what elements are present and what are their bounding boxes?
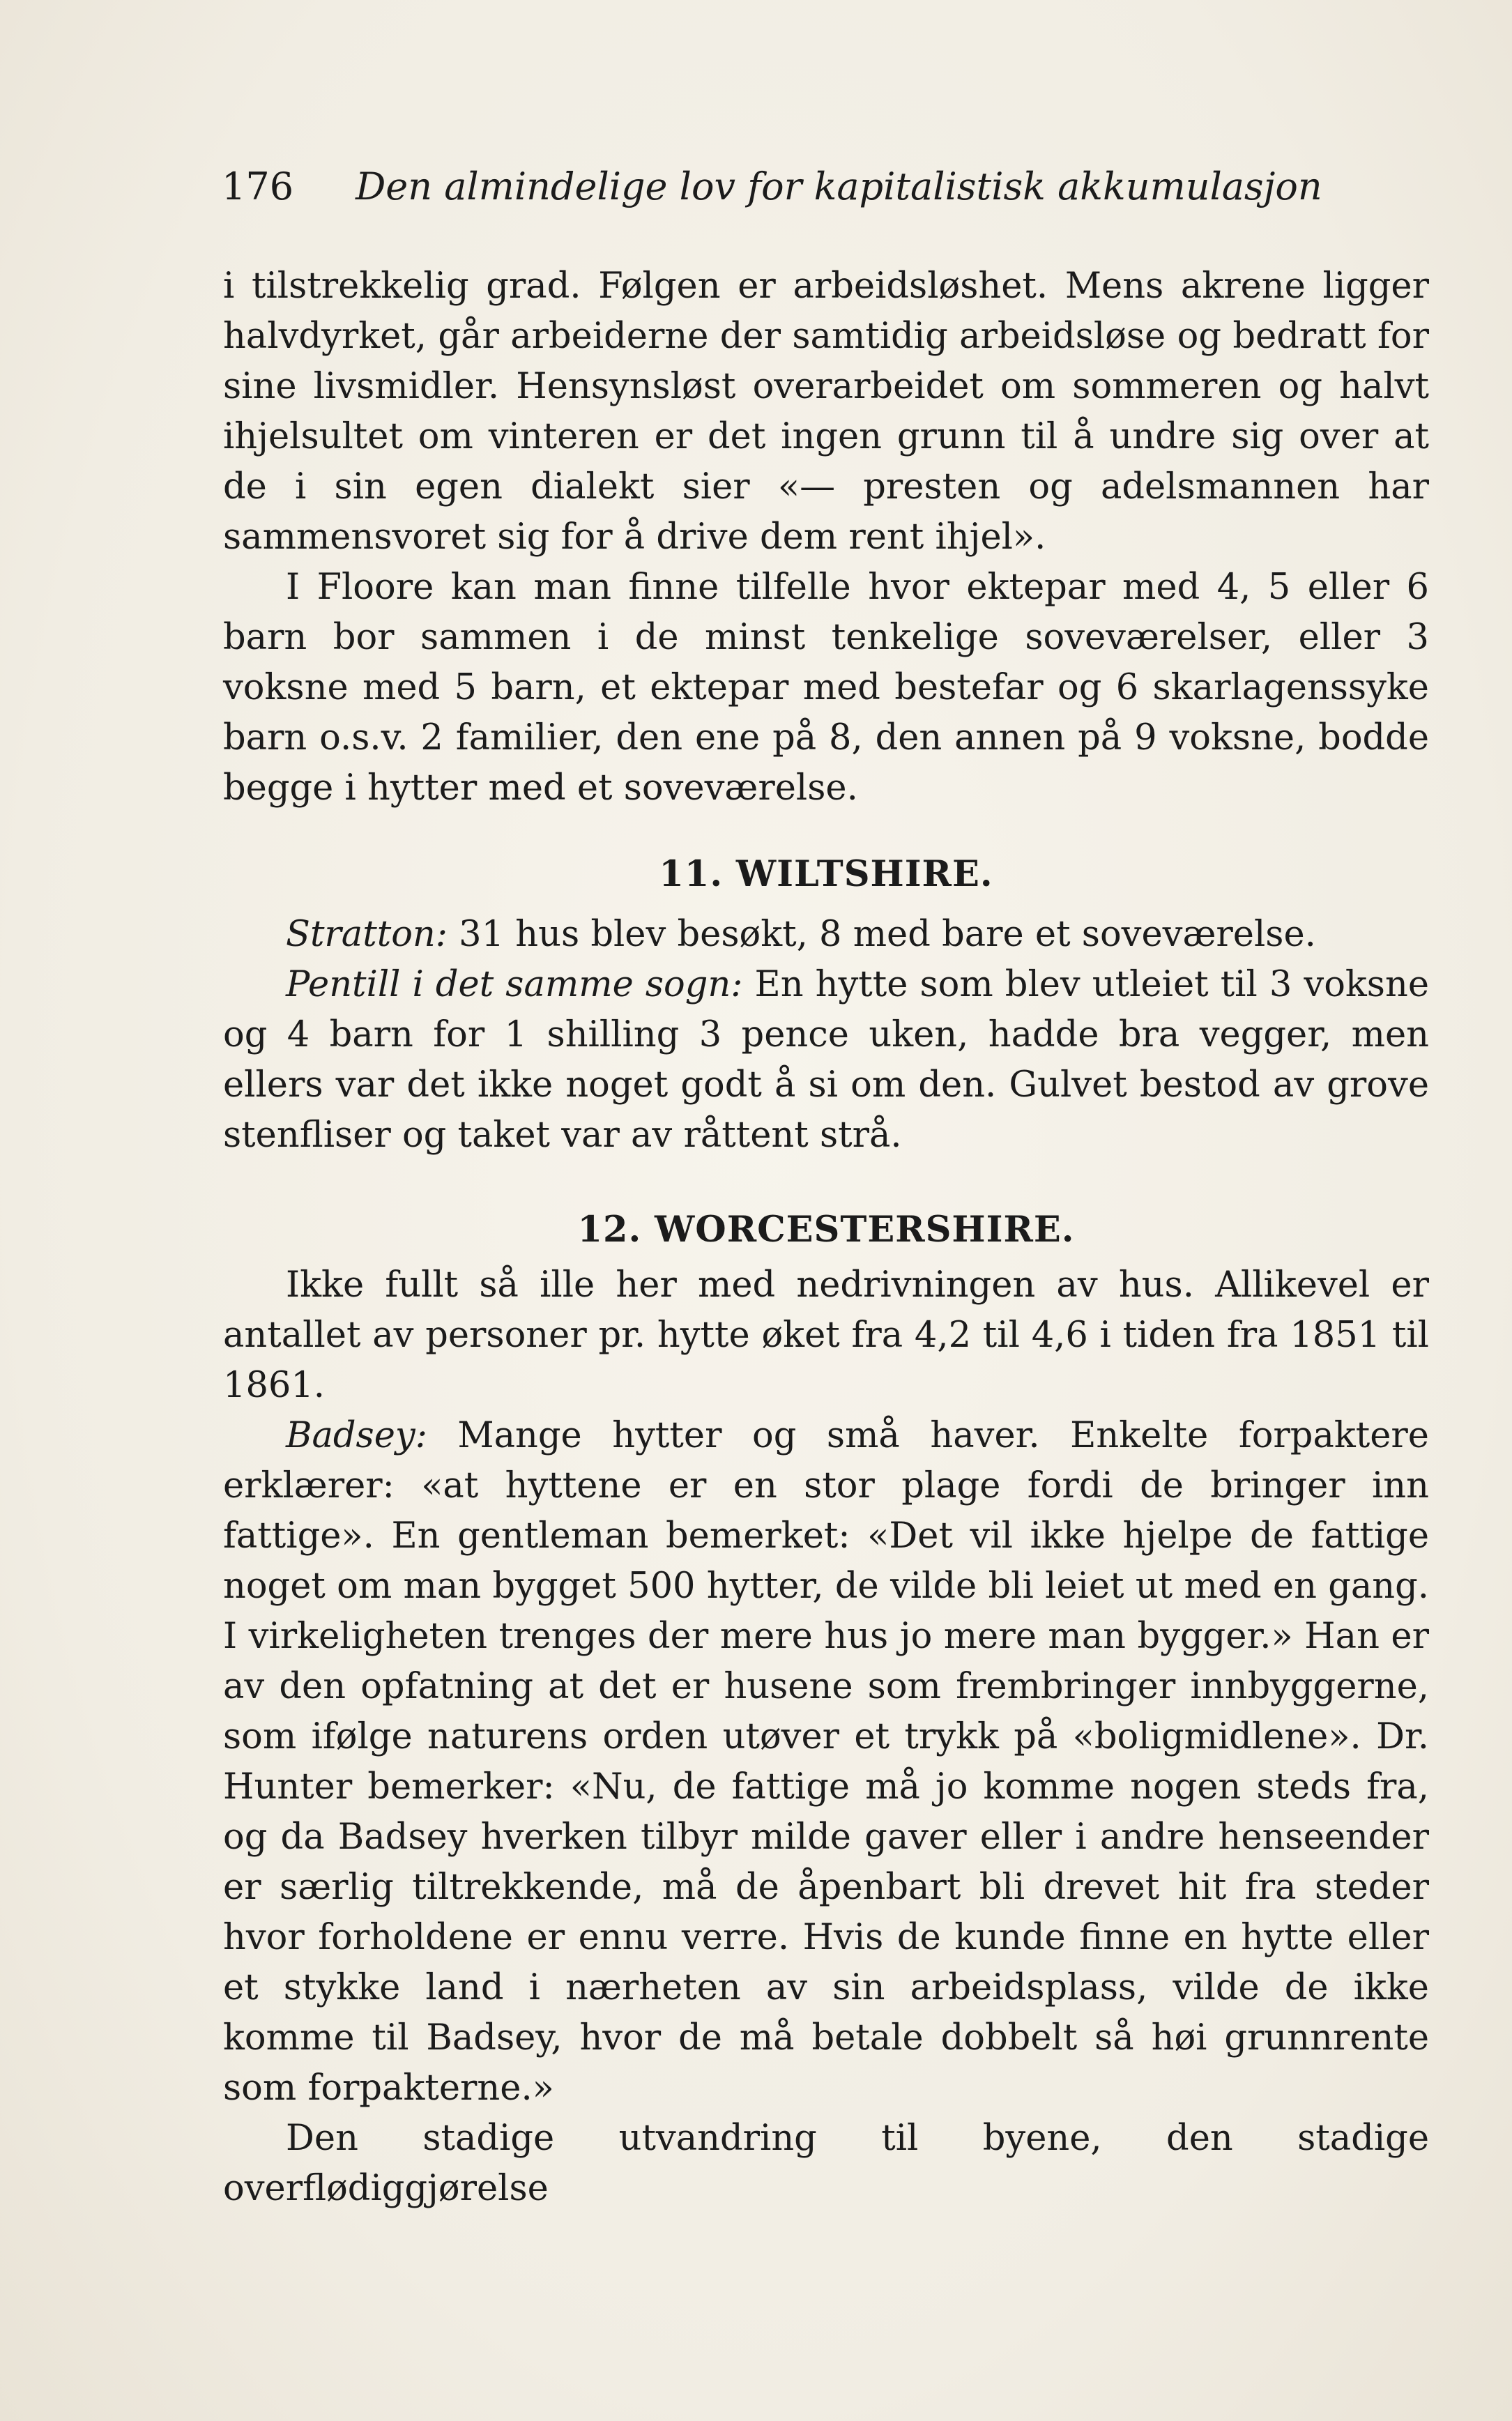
section-heading: 11. WILTSHIRE. — [659, 853, 993, 895]
paragraph-text: 31 hus blev besøkt, 8 med bare et soveværelse. — [447, 914, 1316, 955]
paragraph — [223, 910, 1429, 960]
paragraph — [223, 960, 1429, 1161]
paragraph-text: Mange hytter og små haver. Enkelte forpaktere erklærer: «at hyttene er en stor plage fordi de bringer inn fattige». En gentleman bemerket: «Det vil ikke hjelpe de fattige noget om man bygget 500 hytter, de vilde bli leiet ut med en gang. I virkeligheten trenges der mere hus jo mere man bygger.» Han er av den opfatning at det er husene som frembringer innbyggerne, som ifølge naturens orden utøver et trykk på «boligmidlene». Dr. Hunter bemerker: «Nu, de fattige må jo komme nogen steds fra, og da Badsey hverken tilbyr milde gaver eller i andre henseender er særlig tiltrekkende, må de åpenbart bli drevet hit fra steder hvor forholdene er ennu verre. Hvis de kunde finne en hytte eller et stykke land i nærheten av sin arbeidsplass, vilde de ikke komme til Badsey, hvor de må betale dobbelt så høi grunnrente som forpakterne.» — [223, 1415, 1429, 2109]
text-block-wiltshire — [223, 910, 1429, 1161]
paragraph-text: En hytte som blev utleiet til 3 voksne og 4 barn for 1 shilling 3 pence uken, hadde bra vegger, men ellers var det ikke noget godt å si om den. Gulvet bestod av grove stenfliser og taket var av råttent strå. — [223, 964, 1429, 1156]
paragraph: i tilstrekkelig grad. Følgen er arbeidsløshet. Mens akrene ligger halvdyrket, går arbeiderne der samtidig arbeidsløse og bedratt for sine livsmidler. Hensynsløst overarbeidet om sommeren og halvt ihjelsultet om vinteren er det ingen grunn til å undre sig over at de i sin egen dialekt sier «— presten og adelsmannen har sammensvoret sig for å drive dem rent ihjel». — [223, 266, 1429, 558]
paragraph: I Floore kan man finne tilfelle hvor ektepar med 4, 5 eller 6 barn bor sammen i de minst tenkelige soveværelser, eller 3 voksne med 5 barn, et ektepar med bestefar og 6 skarlagenssyke barn o.s.v. 2 familier, den ene på 8, den annen på 9 voksne, bodde begge i hytter med et soveværelse. — [223, 567, 1429, 809]
place-name: Pentill i det samme sogn: — [286, 964, 743, 1005]
place-name: Stratton: — [286, 914, 448, 955]
text-block-intro — [223, 261, 1429, 814]
paragraph — [223, 1411, 1429, 2114]
text-block-worcestershire — [223, 1260, 1429, 2214]
page-header — [222, 159, 1322, 215]
page-number: 176 — [222, 165, 294, 208]
place-name: Badsey: — [286, 1415, 427, 1456]
running-title: Den almindelige lov for kapitalistisk akkumulasjon — [356, 165, 1322, 208]
paragraph: Ikke fullt så ille her med nedrivningen av hus. Allikevel er antallet av personer pr. hytte øket fra 4,2 til 4,6 i tiden fra 1851 til 1861. — [223, 1265, 1429, 1406]
paragraph: Den stadige utvandring til byene, den stadige overflødiggjørelse — [223, 2118, 1429, 2209]
section-heading: 12. WORCESTERSHIRE. — [577, 1209, 1075, 1251]
